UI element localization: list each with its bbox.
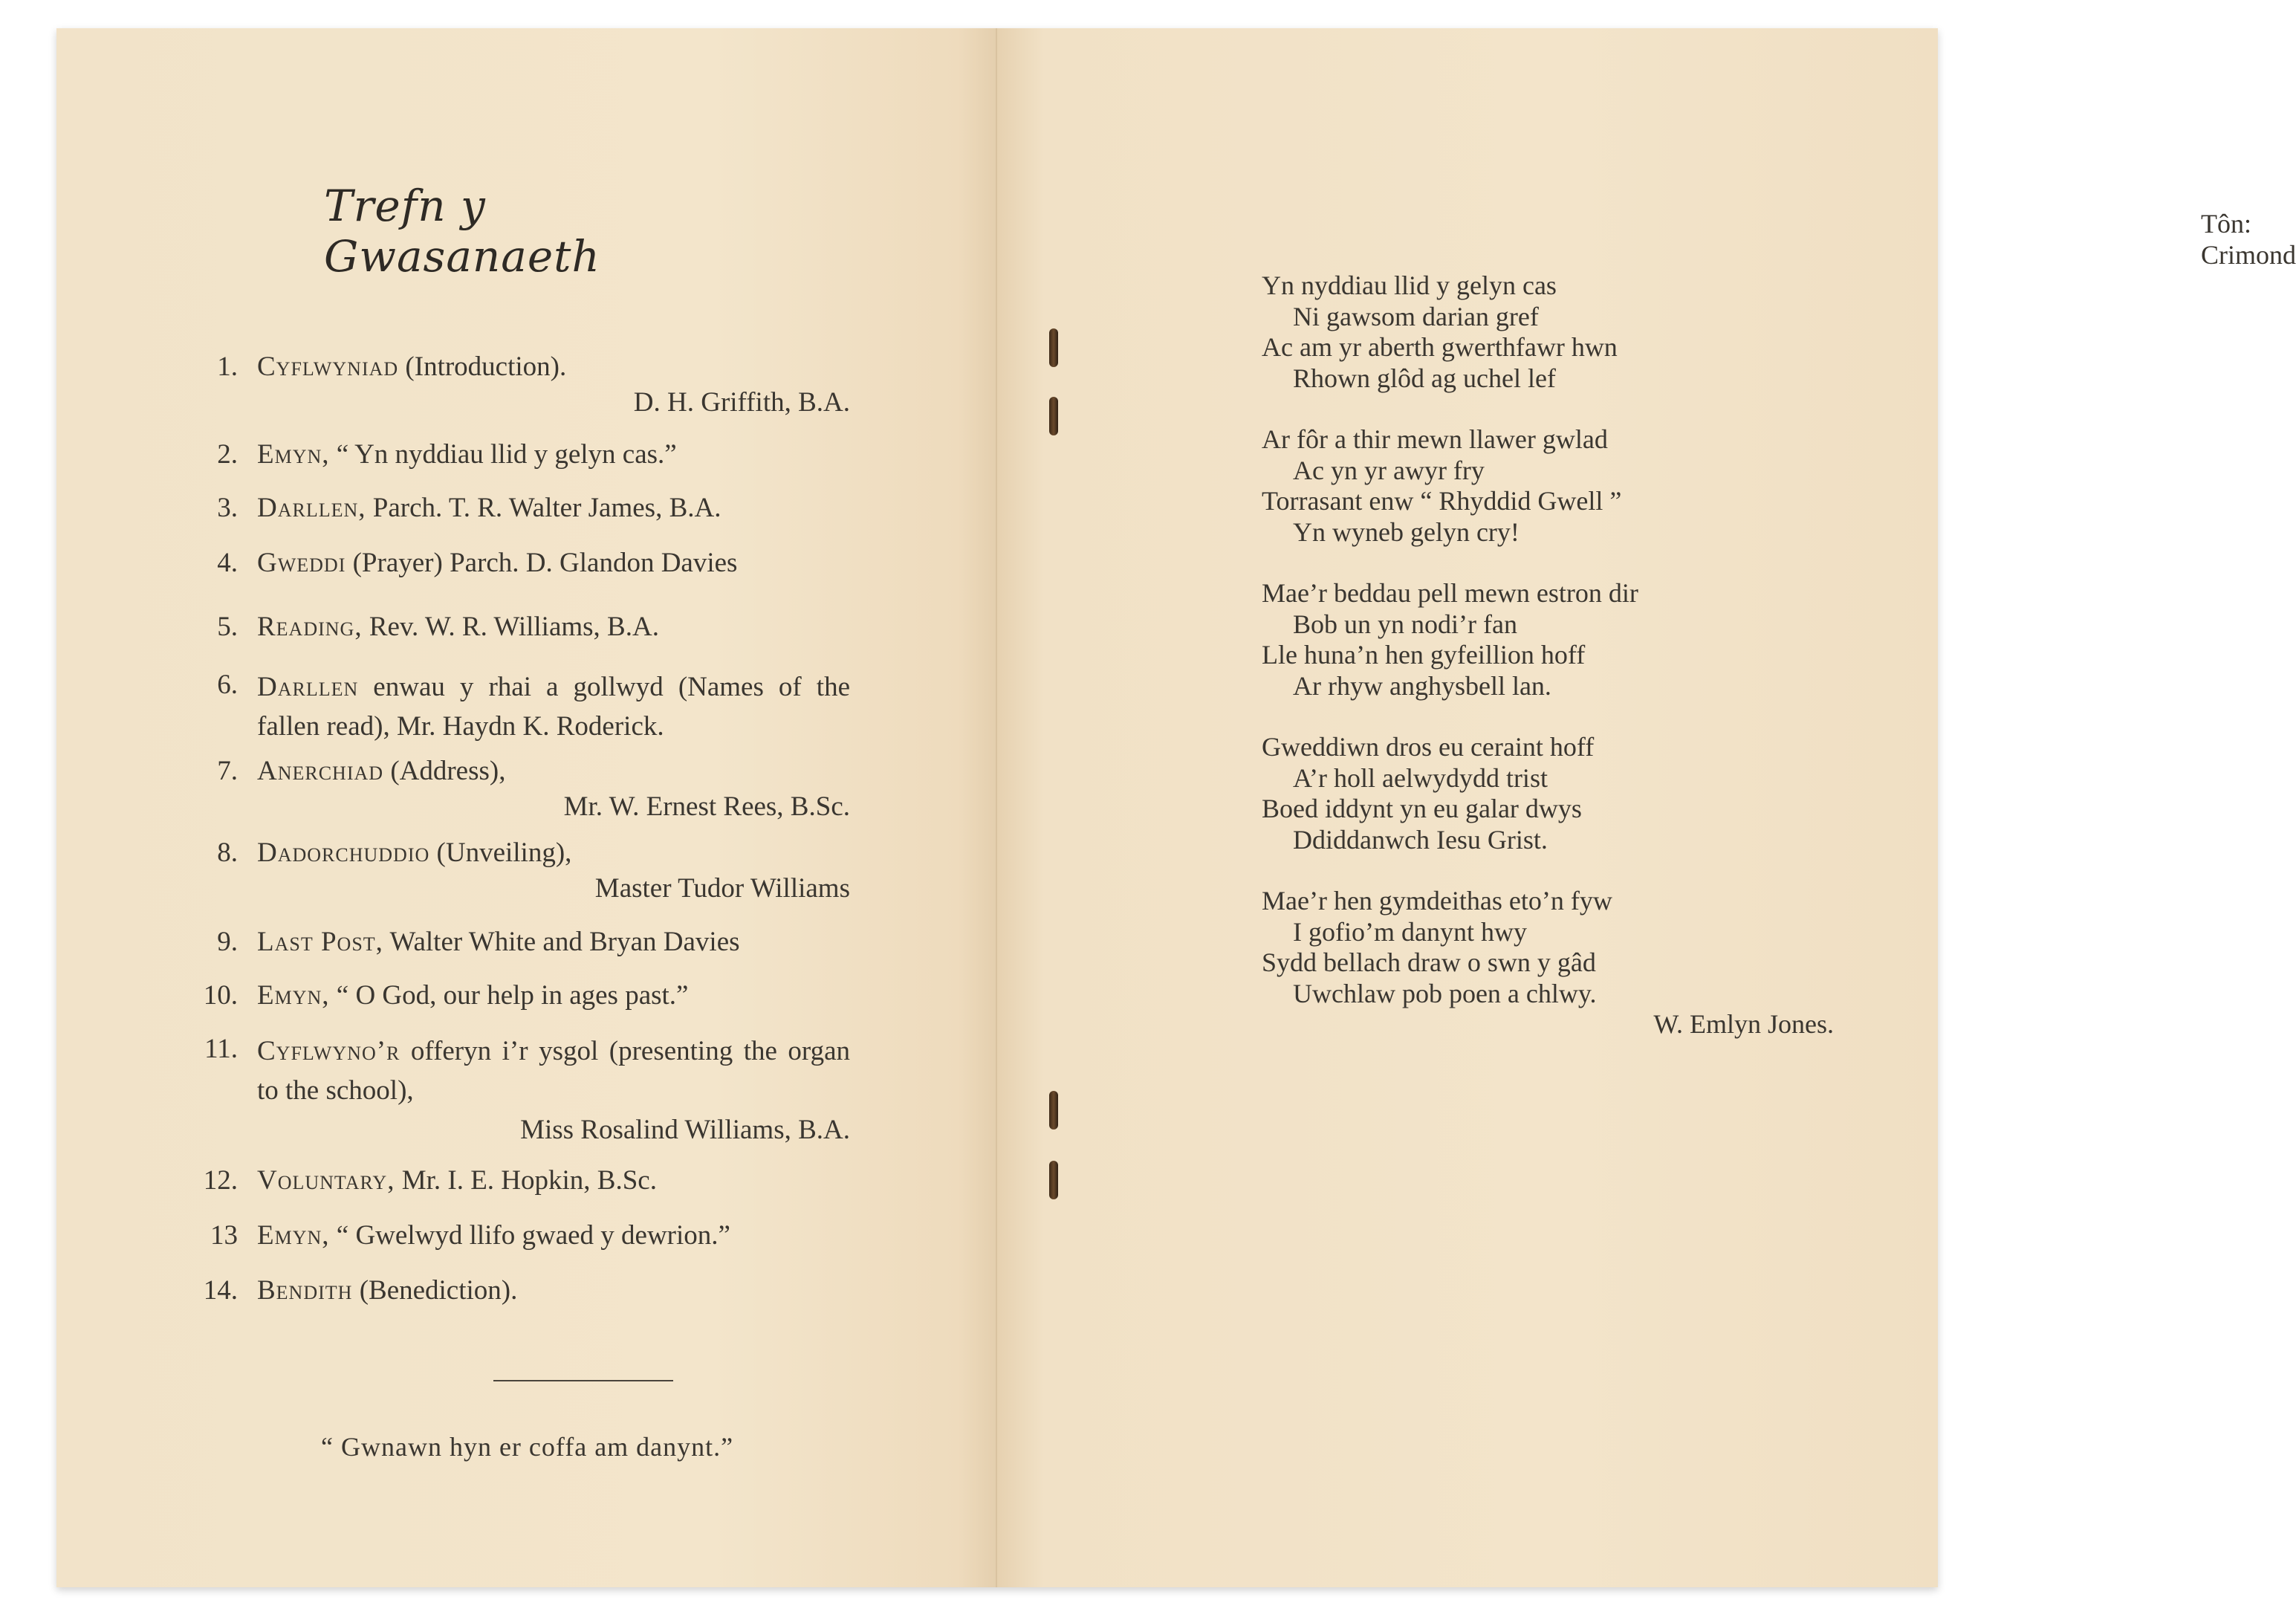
verse-line: Yn wyneb gelyn cry! bbox=[1293, 516, 1520, 547]
list-item bbox=[181, 924, 850, 960]
list-item bbox=[181, 1031, 850, 1150]
staple bbox=[1049, 1161, 1058, 1199]
item-number: 1. bbox=[217, 351, 238, 382]
item-number: 11. bbox=[204, 1034, 238, 1064]
item-label: Reading, bbox=[257, 612, 363, 642]
item-label: Darllen bbox=[257, 672, 359, 702]
item-number: 12. bbox=[203, 1165, 238, 1196]
verse-line: A’r holl aelwydydd trist bbox=[1293, 762, 1548, 793]
item-text: Rev. W. R. Williams, B.A. bbox=[362, 612, 659, 642]
hymn-stanza bbox=[1262, 424, 1841, 548]
item-number: 3. bbox=[217, 493, 238, 523]
hymn-stanza bbox=[1262, 578, 1841, 701]
staple bbox=[1049, 328, 1058, 367]
tune-name: Tôn: Crimond bbox=[2201, 209, 2296, 270]
closing-quote: “ Gwnawn hyn er coffa am danynt.” bbox=[321, 1432, 734, 1462]
verse-line: Ar rhyw anghysbell lan. bbox=[1293, 670, 1551, 701]
staple bbox=[1049, 397, 1058, 435]
item-label: Darllen, bbox=[257, 493, 366, 523]
item-label: Bendith bbox=[257, 1275, 353, 1306]
verse-line: Gweddiwn dros eu ceraint hoff bbox=[1262, 732, 1595, 762]
item-text: (Introduction). bbox=[398, 351, 567, 382]
item-label: Last Post, bbox=[257, 927, 383, 957]
item-text: “ O God, our help in ages past.” bbox=[329, 980, 689, 1011]
verse-line: Mae’r hen gymdeithas eto’n fyw bbox=[1262, 886, 1612, 916]
item-label: Anerchiad bbox=[257, 756, 384, 786]
item-person: Miss Rosalind Williams, B.A. bbox=[520, 1115, 850, 1145]
item-label: Voluntary, bbox=[257, 1165, 395, 1196]
list-item bbox=[181, 545, 850, 581]
item-number: 2. bbox=[217, 439, 238, 470]
list-item bbox=[181, 1218, 850, 1254]
hymn-stanza bbox=[1262, 270, 1841, 394]
item-number: 10. bbox=[203, 980, 238, 1011]
item-text: offeryn i’r ysgol (presenting the organ to the school), bbox=[257, 1036, 850, 1106]
item-text: (Benediction). bbox=[352, 1275, 518, 1306]
verse-line: Ar fôr a thir mewn llawer gwlad bbox=[1262, 424, 1608, 454]
item-text: enwau y rhai a gollwyd (Names of the fallen read), Mr. Haydn K. Roderick. bbox=[257, 672, 850, 742]
verse-line: Ac yn yr awyr fry bbox=[1293, 455, 1485, 485]
item-number: 4. bbox=[217, 548, 238, 578]
verse-line: Yn nyddiau llid y gelyn cas bbox=[1262, 270, 1557, 300]
item-label: Dadorchuddio bbox=[257, 837, 430, 868]
hymn-verses bbox=[1262, 270, 1841, 1040]
list-item bbox=[181, 609, 850, 645]
item-label: Cyflwyniad bbox=[257, 351, 399, 382]
item-text: (Address), bbox=[383, 756, 506, 786]
list-item bbox=[181, 1163, 850, 1199]
item-label: Gweddi bbox=[257, 548, 346, 578]
item-text: “ Gwelwyd llifo gwaed y dewrion.” bbox=[329, 1220, 730, 1251]
hymn-stanza bbox=[1262, 886, 1841, 1040]
verse-line: Lle huna’n hen gyfeillion hoff bbox=[1262, 640, 1586, 670]
verse-line: Bob un yn nodi’r fan bbox=[1293, 609, 1517, 639]
item-text: “ Yn nyddiau llid y gelyn cas.” bbox=[329, 439, 677, 470]
page-title: Trefn y Gwasanaeth bbox=[324, 181, 600, 282]
list-item bbox=[181, 978, 850, 1014]
divider-rule bbox=[493, 1380, 673, 1381]
item-label: Emyn, bbox=[257, 439, 330, 470]
item-number: 13 bbox=[210, 1220, 238, 1251]
verse-line: Torrasant enw “ Rhyddid Gwell ” bbox=[1262, 486, 1622, 516]
list-item bbox=[181, 835, 850, 907]
item-text: (Unveiling), bbox=[429, 837, 572, 868]
verse-line: Mae’r beddau pell mewn estron dir bbox=[1262, 578, 1638, 608]
item-label: Emyn, bbox=[257, 980, 330, 1011]
item-number: 6. bbox=[217, 670, 238, 700]
order-of-service-list bbox=[181, 349, 850, 1309]
list-item bbox=[181, 490, 850, 526]
verse-line: Sydd bellach draw o swn y gâd bbox=[1262, 947, 1596, 977]
item-number: 8. bbox=[217, 837, 238, 868]
booklet-spread bbox=[56, 28, 2296, 1587]
list-item bbox=[181, 754, 850, 825]
verse-line: Ac am yr aberth gwerthfawr hwn bbox=[1262, 332, 1618, 362]
list-item bbox=[181, 667, 850, 746]
item-number: 7. bbox=[217, 756, 238, 786]
verse-line: Ddiddanwch Iesu Grist. bbox=[1293, 824, 1548, 855]
left-page bbox=[56, 28, 997, 1587]
list-item bbox=[181, 349, 850, 421]
item-text: Walter White and Bryan Davies bbox=[383, 927, 740, 957]
list-item bbox=[181, 437, 850, 473]
item-text: Parch. T. R. Walter James, B.A. bbox=[366, 493, 721, 523]
item-person: D. H. Griffith, B.A. bbox=[633, 387, 850, 418]
item-person: Master Tudor Williams bbox=[594, 873, 850, 904]
item-number: 9. bbox=[217, 927, 238, 957]
item-label: Cyflwyno’r bbox=[257, 1036, 400, 1066]
verse-line: I gofio’m danynt hwy bbox=[1293, 916, 1527, 947]
hymn-author: W. Emlyn Jones. bbox=[1653, 1009, 1834, 1039]
item-person: Mr. W. Ernest Rees, B.Sc. bbox=[563, 791, 850, 822]
item-text: Mr. I. E. Hopkin, B.Sc. bbox=[395, 1165, 657, 1196]
hymn-stanza bbox=[1262, 732, 1841, 855]
item-number: 5. bbox=[217, 612, 238, 642]
verse-line: Ni gawsom darian gref bbox=[1293, 301, 1539, 331]
item-label: Emyn, bbox=[257, 1220, 330, 1251]
item-number: 14. bbox=[203, 1275, 238, 1306]
item-text: (Prayer) Parch. D. Glandon Davies bbox=[346, 548, 738, 578]
verse-line: Boed iddynt yn eu galar dwys bbox=[1262, 794, 1582, 823]
verse-line: Uwchlaw pob poen a chlwy. bbox=[1293, 978, 1597, 1008]
staple bbox=[1049, 1091, 1058, 1130]
verse-line: Rhown glôd ag uchel lef bbox=[1293, 363, 1556, 393]
list-item bbox=[181, 1273, 850, 1309]
